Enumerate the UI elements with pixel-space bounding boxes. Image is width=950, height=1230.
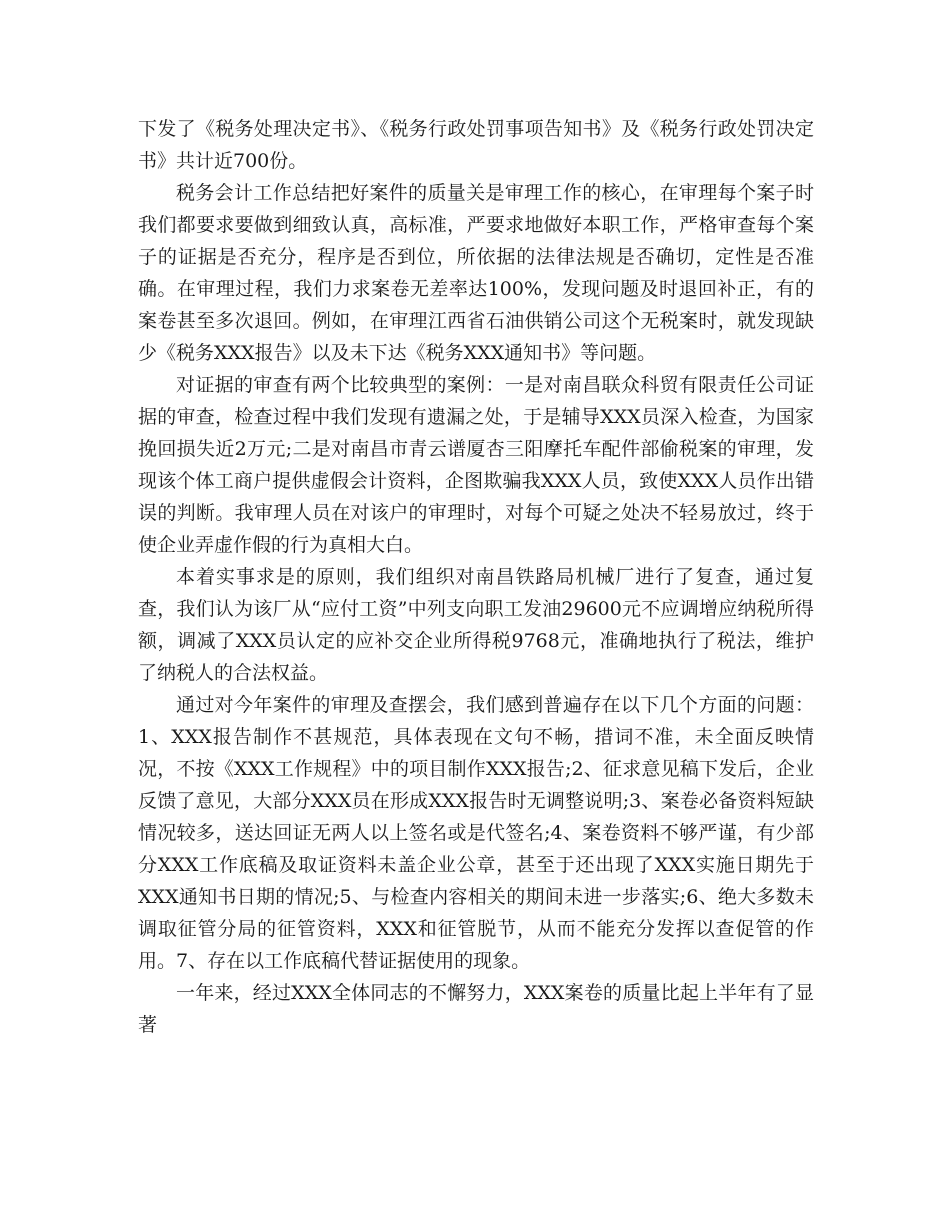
paragraph-6: 一年来，经过XXX全体同志的不懈努力，XXX案卷的质量比起上半年有了显著 — [138, 982, 814, 1036]
paragraph-4: 本着实事求是的原则，我们组织对南昌铁路局机械厂进行了复查，通过复查，我们认为该厂从“应付工资”中列支向职工发油29600元不应调增应纳税所得额，调减了XXX员认定的应补交企业所得税9768元，准确地执行了税法，维护了纳税人的合法权益。 — [138, 566, 814, 684]
paragraph-1: 下发了《税务处理决定书》、《税务行政处罚事项告知书》及《税务行政处罚决定书》共计近700份。 — [138, 118, 814, 172]
paragraph-2: 税务会计工作总结把好案件的质量关是审理工作的核心，在审理每个案子时我们都要求要做到细致认真，高标准，严要求地做好本职工作，严格审查每个案子的证据是否充分，程序是否到位，所依据的法律法规是否确切，定性是否准确。在审理过程，我们力求案卷无差率达100%，发现问题及时退回补正，有的案卷甚至多次退回。例如，在审理江西省石油供销公司这个无税案时，就发现缺少《税务XXX报告》以及未下达《税务XXX通知书》等问题。 — [138, 182, 814, 364]
paragraph-5: 通过对今年案件的审理及查摆会，我们感到普遍存在以下几个方面的问题：1、XXX报告制作不甚规范，具体表现在文句不畅，措词不准，未全面反映情况，不按《XXX工作规程》中的项目制作XXX报告;2、征求意见稿下发后，企业反馈了意见，大部分XXX员在形成XXX报告时无调整说明;3、案卷必备资料短缺情况较多，送达回证无两人以上签名或是代签名;4、案卷资料不够严谨，有少部分XXX工作底稿及取证资料未盖企业公章，甚至于还出现了XXX实施日期先于XXX通知书日期的情况;5、与检查内容相关的期间未进一步落实;6、绝大多数未调取征管分局的征管资料，XXX和征管脱节，从而不能充分发挥以查促管的作用。7、存在以工作底稿代替证据使用的现象。 — [138, 694, 814, 972]
paragraph-3: 对证据的审查有两个比较典型的案例：一是对南昌联众科贸有限责任公司证据的审查，检查过程中我们发现有遗漏之处，于是辅导XXX员深入检查，为国家挽回损失近2万元;二是对南昌市青云谱厦杏三阳摩托车配件部偷税案的审理，发现该个体工商户提供虚假会计资料，企图欺骗我XXX人员，致使XXX人员作出错误的判断。我审理人员在对该户的审理时，对每个可疑之处决不轻易放过，终于使企业弄虚作假的行为真相大白。 — [138, 374, 814, 556]
document-body — [138, 113, 814, 1041]
